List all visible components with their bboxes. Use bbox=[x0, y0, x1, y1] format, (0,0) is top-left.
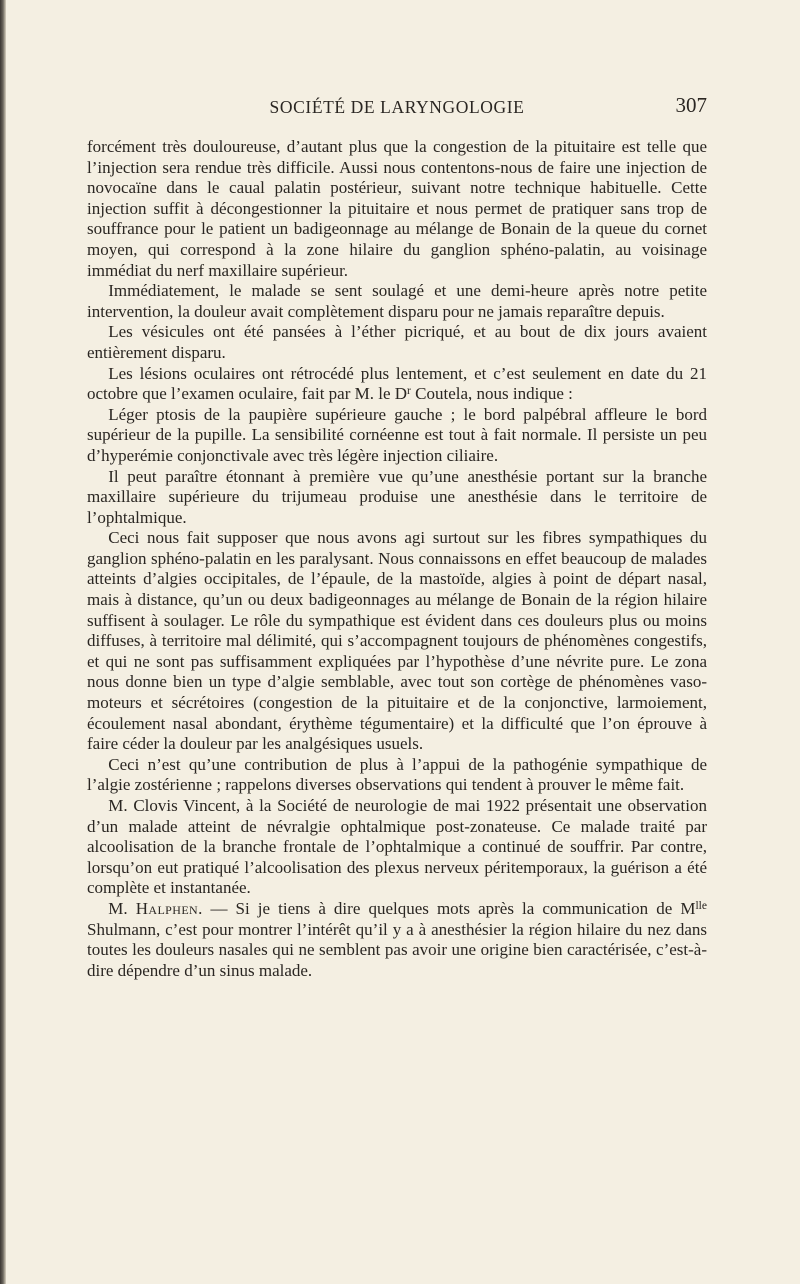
paragraph: Immédiatement, le malade se sent soulagé et une demi-heure après notre petite intervention, la douleur avait complètement disparu pour ne jamais reparaître depuis. bbox=[87, 281, 707, 321]
paragraph: Les vésicules ont été pansées à l’éther picriqué, et au bout de dix jours avaient entièrement disparu. bbox=[87, 322, 707, 362]
paragraph-text: . — Si je tiens à dire quelques mots après la communication de M bbox=[198, 898, 696, 918]
superscript: r bbox=[407, 383, 411, 397]
paragraph: Il peut paraître étonnant à première vue qu’une anesthésie portant sur la branche maxillaire supérieure du trijumeau produise une anesthésie dans le territoire de l’ophtalmique. bbox=[87, 466, 707, 527]
page-number: 307 bbox=[675, 93, 707, 117]
page-binding-edge bbox=[0, 0, 6, 1284]
paragraph: Ceci nous fait supposer que nous avons agi surtout sur les fibres sympathiques du ganglion sphéno-palatin en les paralysant. Nous connaissons en effet beaucoup de malades atteints d’algies occipitales, de l’épaule, de la mastoïde, algies à point de départ nasal, mais à distance, qu’un ou deux badigeonnages au mélange de Bonain de la région hilaire suffisent à soulager. Le rôle du sympathique est évident dans ces douleurs plus ou moins diffuses, à territoire mal délimité, qui s’accompagnent toujours de phénomènes congestifs, et qui ne sont pas suffisamment expliquées par l’hypothèse d’une névrite pure. Le zona nous donne bien un type d’algie semblable, avec tout son cortège de phénomènes vaso-moteurs et sécrétoires (congestion de la pituitaire et de la conjonctive, larmoiement, écoulement nasal abondant, érythème tégumentaire) et la difficulté que l’on éprouve à faire céder la douleur par les analgésiques usuels. bbox=[87, 528, 707, 754]
paragraph bbox=[87, 899, 707, 981]
book-page bbox=[87, 93, 707, 981]
paragraph-text: Coutela, nous indique : bbox=[410, 384, 573, 404]
paragraph: Léger ptosis de la paupière supérieure gauche ; le bord palpébral affleure le bord supérieur de la pupille. La sensibilité cornéenne est tout à fait normale. Il persiste un peu d’hyperémie conjonctivale avec très légère injection ciliaire. bbox=[87, 404, 707, 465]
paragraph: Ceci n’est qu’une contribution de plus à l’appui de la pathogénie sympathique de l’algie zostérienne ; rappelons diverses observations qui tendent à prouver le même fait. bbox=[87, 754, 707, 795]
page-header bbox=[87, 93, 707, 123]
speaker-name: Halphen bbox=[135, 898, 199, 918]
body-text bbox=[87, 137, 707, 981]
running-head: SOCIÉTÉ DE LARYNGOLOGIE bbox=[269, 97, 525, 117]
paragraph-text: Les lésions oculaires ont rétrocédé plus lentement, et c’est seulement en date du 21 octobre que l’examen oculaire, fait par M. le D bbox=[87, 363, 707, 404]
paragraph: M. Clovis Vincent, à la Société de neurologie de mai 1922 présentait une observation d’un malade atteint de névralgie ophtalmique post-zonateuse. Ce malade traité par alcoolisation de la branche frontale de l’ophtalmique a continué de souffrir. Par contre, lorsqu’on eut pratiqué l’alcoolisation des plexus nerveux péritemporaux, la guérison a été complète et instantanée. bbox=[87, 796, 707, 898]
superscript: lle bbox=[695, 898, 707, 912]
paragraph: forcément très douloureuse, d’autant plus que la congestion de la pituitaire est telle que l’injection sera rendue très difficile. Aussi nous contentons-nous de faire une injection de novocaïne dans le caual palatin postérieur, suivant notre technique habituelle. Cette injection suffit à décongestionner la pituitaire et nous permet de pratiquer sans trop de souffrance pour le patient un badigeonnage au mélange de Bonain de la queue du cornet moyen, qui correspond à la zone hilaire du ganglion sphéno-palatin, au voisinage immédiat du nerf maxillaire supérieur. bbox=[87, 137, 707, 280]
paragraph-text: M. bbox=[108, 898, 136, 918]
paragraph-text: Shulmann, c’est pour montrer l’intérêt qu’il y a à anesthésier la région hilaire du nez dans toutes les douleurs nasales qui ne semblent pas avoir une origine bien caractérisée, c’est-à-dire dépendre d’un sinus malade. bbox=[87, 919, 707, 980]
paragraph bbox=[87, 364, 707, 405]
